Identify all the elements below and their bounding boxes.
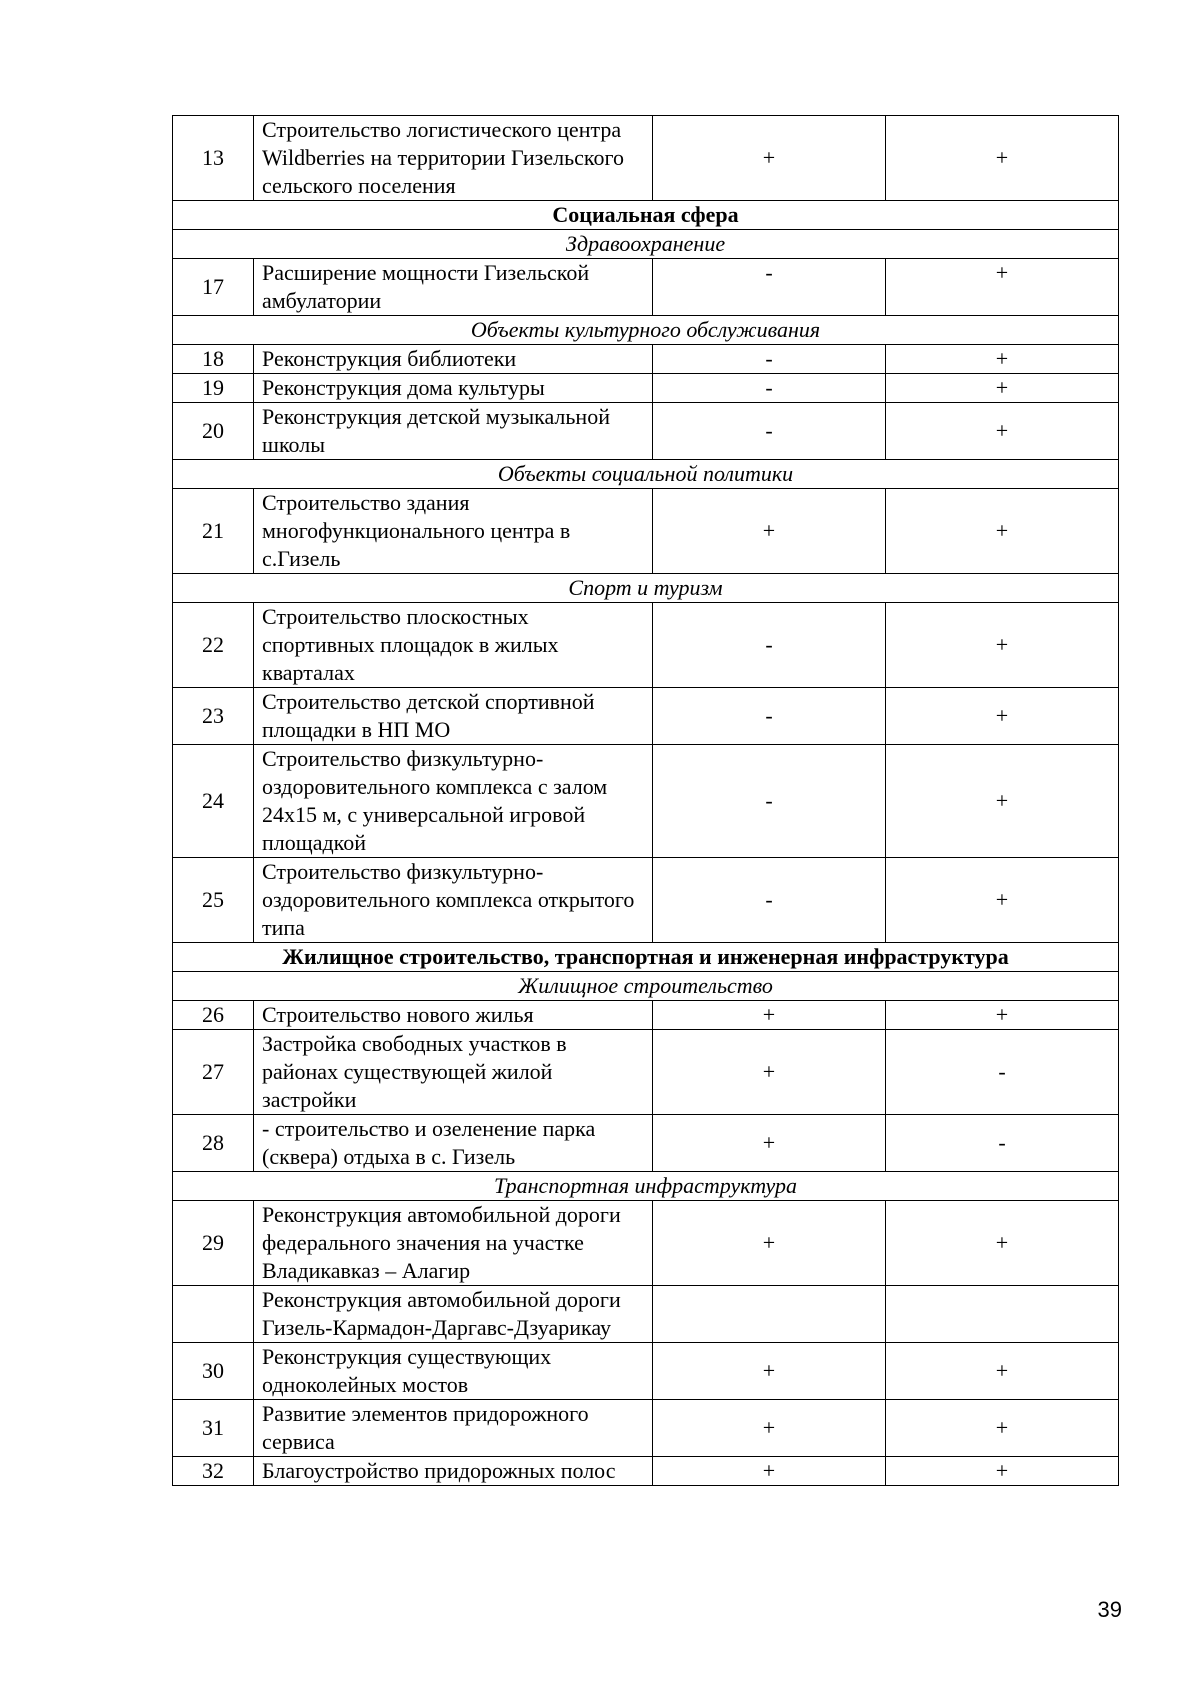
row-current-mark: - <box>653 688 886 745</box>
subsection-heading-row <box>173 574 1119 603</box>
row-current-mark: + <box>653 1201 886 1286</box>
row-planned-mark: + <box>886 259 1119 316</box>
row-description: Строительство логистического центра Wildberries на территории Гизельского сельского поселения <box>254 116 653 201</box>
table-row <box>173 374 1119 403</box>
subsection-heading-row <box>173 1172 1119 1201</box>
row-description: Расширение мощности Гизельской амбулатории <box>254 259 653 316</box>
row-description: Строительство нового жилья <box>254 1001 653 1030</box>
row-number: 24 <box>173 745 254 858</box>
row-description: Строительство здания многофункционального центра в с.Гизель <box>254 489 653 574</box>
subsection-heading-row <box>173 972 1119 1001</box>
row-description: Благоустройство придорожных полос <box>254 1457 653 1486</box>
row-planned-mark: + <box>886 1343 1119 1400</box>
row-planned-mark: + <box>886 858 1119 943</box>
row-description: Строительство детской спортивной площадки в НП МО <box>254 688 653 745</box>
row-description: Реконструкция детской музыкальной школы <box>254 403 653 460</box>
row-number <box>173 1286 254 1343</box>
subsection-heading: Спорт и туризм <box>173 574 1119 603</box>
table-row <box>173 259 1119 316</box>
row-current-mark: + <box>653 1400 886 1457</box>
section-heading: Жилищное строительство, транспортная и инженерная инфраструктура <box>173 943 1119 972</box>
row-planned-mark: + <box>886 603 1119 688</box>
row-number: 13 <box>173 116 254 201</box>
subsection-heading-row <box>173 316 1119 345</box>
section-heading: Социальная сфера <box>173 201 1119 230</box>
row-number: 21 <box>173 489 254 574</box>
row-planned-mark: - <box>886 1115 1119 1172</box>
row-planned-mark: + <box>886 374 1119 403</box>
table-row <box>173 858 1119 943</box>
row-planned-mark: + <box>886 688 1119 745</box>
row-planned-mark: + <box>886 403 1119 460</box>
row-current-mark: + <box>653 116 886 201</box>
row-number: 26 <box>173 1001 254 1030</box>
row-description: Строительство физкультурно-оздоровительного комплекса открытого типа <box>254 858 653 943</box>
table-row <box>173 116 1119 201</box>
row-number: 30 <box>173 1343 254 1400</box>
row-number: 23 <box>173 688 254 745</box>
row-number: 17 <box>173 259 254 316</box>
row-description: Реконструкция существующих одноколейных мостов <box>254 1343 653 1400</box>
table-row <box>173 745 1119 858</box>
row-planned-mark: - <box>886 1030 1119 1115</box>
subsection-heading: Объекты культурного обслуживания <box>173 316 1119 345</box>
row-current-mark: + <box>653 1030 886 1115</box>
row-number: 19 <box>173 374 254 403</box>
row-number: 29 <box>173 1201 254 1286</box>
table-row <box>173 489 1119 574</box>
table-row <box>173 1400 1119 1457</box>
row-number: 31 <box>173 1400 254 1457</box>
row-current-mark: - <box>653 745 886 858</box>
row-current-mark: + <box>653 1457 886 1486</box>
row-description: - строительство и озеленение парка (сквера) отдыха в с. Гизель <box>254 1115 653 1172</box>
row-current-mark: + <box>653 489 886 574</box>
row-current-mark: - <box>653 858 886 943</box>
section-heading-row <box>173 943 1119 972</box>
row-current-mark: + <box>653 1343 886 1400</box>
row-number: 27 <box>173 1030 254 1115</box>
table-row <box>173 1343 1119 1400</box>
table-row <box>173 1201 1119 1286</box>
table-row <box>173 603 1119 688</box>
row-number: 32 <box>173 1457 254 1486</box>
subsection-heading: Объекты социальной политики <box>173 460 1119 489</box>
subsection-heading: Здравоохранение <box>173 230 1119 259</box>
row-current-mark <box>653 1286 886 1343</box>
row-current-mark: - <box>653 345 886 374</box>
table-row <box>173 1030 1119 1115</box>
row-description: Реконструкция автомобильной дороги федерального значения на участке Владикавказ – Алагир <box>254 1201 653 1286</box>
subsection-heading: Жилищное строительство <box>173 972 1119 1001</box>
row-description: Застройка свободных участков в районах существующей жилой застройки <box>254 1030 653 1115</box>
row-planned-mark: + <box>886 1201 1119 1286</box>
row-current-mark: + <box>653 1115 886 1172</box>
row-number: 28 <box>173 1115 254 1172</box>
row-planned-mark <box>886 1286 1119 1343</box>
table-row <box>173 1457 1119 1486</box>
row-number: 20 <box>173 403 254 460</box>
row-description: Реконструкция библиотеки <box>254 345 653 374</box>
row-description: Реконструкция дома культуры <box>254 374 653 403</box>
subsection-heading-row <box>173 460 1119 489</box>
measures-table-body <box>173 116 1119 1486</box>
row-planned-mark: + <box>886 489 1119 574</box>
row-description: Строительство плоскостных спортивных площадок в жилых кварталах <box>254 603 653 688</box>
row-description: Реконструкция автомобильной дороги Гизель-Кармадон-Даргавс-Дзуарикау <box>254 1286 653 1343</box>
row-current-mark: - <box>653 259 886 316</box>
table-row <box>173 345 1119 374</box>
subsection-heading-row <box>173 230 1119 259</box>
row-current-mark: - <box>653 403 886 460</box>
page-number: 39 <box>1097 1597 1122 1622</box>
row-current-mark: - <box>653 374 886 403</box>
section-heading-row <box>173 201 1119 230</box>
row-planned-mark: + <box>886 345 1119 374</box>
subsection-heading: Транспортная инфраструктура <box>173 1172 1119 1201</box>
row-number: 22 <box>173 603 254 688</box>
row-planned-mark: + <box>886 1400 1119 1457</box>
table-row <box>173 1115 1119 1172</box>
row-planned-mark: + <box>886 745 1119 858</box>
table-row <box>173 403 1119 460</box>
row-description: Строительство физкультурно-оздоровительного комплекса с залом 24х15 м, с универсальной игровой площадкой <box>254 745 653 858</box>
measures-table <box>172 115 1119 1486</box>
table-row <box>173 688 1119 745</box>
table-row <box>173 1286 1119 1343</box>
row-planned-mark: + <box>886 1457 1119 1486</box>
row-number: 18 <box>173 345 254 374</box>
table-row <box>173 1001 1119 1030</box>
row-number: 25 <box>173 858 254 943</box>
row-planned-mark: + <box>886 116 1119 201</box>
row-current-mark: + <box>653 1001 886 1030</box>
row-planned-mark: + <box>886 1001 1119 1030</box>
row-current-mark: - <box>653 603 886 688</box>
row-description: Развитие элементов придорожного сервиса <box>254 1400 653 1457</box>
